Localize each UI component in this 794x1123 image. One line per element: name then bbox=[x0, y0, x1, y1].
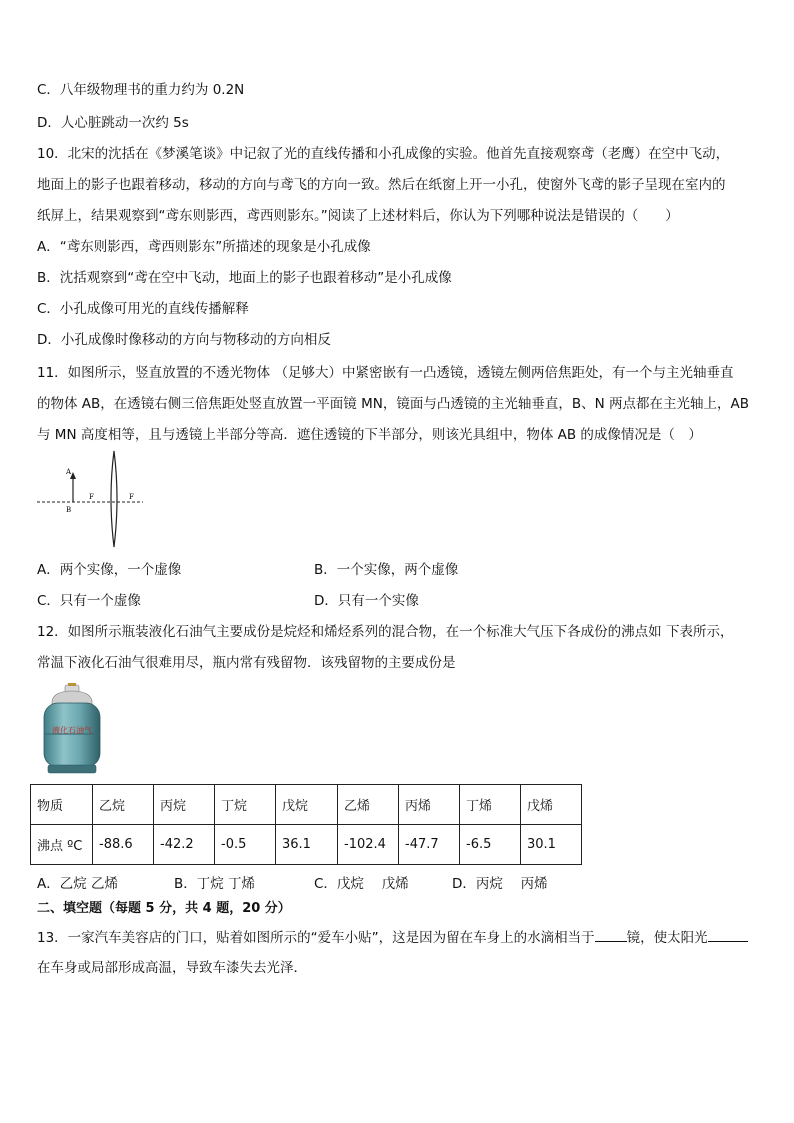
answer-blank-1 bbox=[595, 927, 627, 942]
table-cell: -47.7 bbox=[399, 825, 460, 865]
table-cell: 乙烯 bbox=[338, 785, 399, 825]
tank-label: 液化石油气 bbox=[52, 726, 92, 735]
q11-option-a: A．两个实像，一个虚像 bbox=[37, 562, 182, 578]
q11-stem-line-3: 与 MN 高度相等，且与透镜上半部分等高．遮住透镜的下半部分，则该光具组中，物体 AB 的成像情况是（ ） bbox=[37, 427, 702, 443]
tank-valve-cap bbox=[68, 683, 76, 686]
q10-stem-line-3: 纸屏上，结果观察到“鸢东则影西，鸢西则影东。”阅读了上述材料后，你认为下列哪种说法是错误的（ ） bbox=[37, 208, 679, 224]
q10-option-d: D．小孔成像时像移动的方向与物移动的方向相反 bbox=[37, 332, 331, 348]
table-cell: -42.2 bbox=[154, 825, 215, 865]
table-cell: -88.6 bbox=[93, 825, 154, 865]
table-cell: -0.5 bbox=[215, 825, 276, 865]
table-cell: 戊烯 bbox=[521, 785, 582, 825]
table-cell: -102.4 bbox=[338, 825, 399, 865]
q13-text-part-2: 镜，使太阳光 bbox=[626, 930, 708, 946]
table-cell: 乙烷 bbox=[93, 785, 154, 825]
q12-stem-line-2: 常温下液化石油气很难用尽，瓶内常有残留物．该残留物的主要成份是 bbox=[37, 655, 456, 671]
tank-base bbox=[48, 765, 96, 773]
label-b: B bbox=[66, 506, 72, 514]
label-focal-left: F bbox=[89, 493, 94, 501]
q10-option-a: A．“鸢东则影西，鸢西则影东”所描述的现象是小孔成像 bbox=[37, 239, 371, 255]
q12-option-c: C．戊烷 戊烯 bbox=[314, 876, 409, 892]
q11-stem-line-2: 的物体 AB，在透镜右侧三倍焦距处竖直放置一平面镜 MN，镜面与凸透镜的主光轴垂直，B、N 两点都在主光轴上，AB bbox=[37, 396, 749, 412]
convex-lens bbox=[111, 451, 117, 547]
answer-blank-2 bbox=[708, 927, 748, 942]
lpg-tank-image bbox=[38, 683, 106, 775]
table-cell: 物质 bbox=[31, 785, 93, 825]
q12-option-a: A．乙烷 乙烯 bbox=[37, 876, 119, 892]
q11-option-c: C．只有一个虚像 bbox=[37, 593, 141, 609]
boiling-point-table bbox=[30, 784, 582, 865]
table-cell: 戊烷 bbox=[276, 785, 338, 825]
q9-option-d: D．人心脏跳动一次约 5s bbox=[37, 115, 189, 131]
lens-optics-diagram bbox=[37, 448, 143, 552]
q12-option-d: D．丙烷 丙烯 bbox=[452, 876, 548, 892]
table-row bbox=[31, 825, 582, 865]
q11-stem-line-1: 11．如图所示，竖直放置的不透光物体 （足够大）中紧密嵌有一凸透镜，透镜左侧两倍焦距处，有一个与主光轴垂直 bbox=[37, 365, 734, 381]
table-cell: 36.1 bbox=[276, 825, 338, 865]
q13-line-1 bbox=[37, 927, 748, 948]
table-row bbox=[31, 785, 582, 825]
label-focal-right: F bbox=[129, 493, 134, 501]
section-heading: 二、填空题（每题 5 分，共 4 题，20 分） bbox=[37, 901, 291, 916]
q11-option-b: B．一个实像，两个虚像 bbox=[314, 562, 459, 578]
q10-stem-line-2: 地面上的影子也跟着移动，移动的方向与鸢飞的方向一致。然后在纸窗上开一小孔，使窗外飞鸢的影子呈现在室内的 bbox=[37, 177, 726, 193]
q10-option-c: C．小孔成像可用光的直线传播解释 bbox=[37, 301, 249, 317]
q11-option-d: D．只有一个实像 bbox=[314, 593, 419, 609]
q10-option-b: B．沈括观察到“鸢在空中飞动，地面上的影子也跟着移动”是小孔成像 bbox=[37, 270, 452, 286]
q12-option-b: B．丁烷 丁烯 bbox=[174, 876, 256, 892]
table-cell: 30.1 bbox=[521, 825, 582, 865]
table-cell: 丙烷 bbox=[154, 785, 215, 825]
table-cell: 沸点 ºC bbox=[31, 825, 93, 865]
table-cell: -6.5 bbox=[460, 825, 521, 865]
q12-stem-line-1: 12．如图所示瓶装液化石油气主要成份是烷烃和烯烃系列的混合物，在一个标准大气压下各成份的沸点如 下表所示， bbox=[37, 624, 734, 640]
q13-line-2: 在车身或局部形成高温，导致车漆失去光泽． bbox=[37, 960, 307, 976]
table-cell: 丁烯 bbox=[460, 785, 521, 825]
label-a: A bbox=[66, 468, 72, 476]
q9-option-c: C．八年级物理书的重力约为 0.2N bbox=[37, 82, 245, 98]
q10-stem-line-1: 10．北宋的沈括在《梦溪笔谈》中记叙了光的直线传播和小孔成像的实验。他首先直接观察鸢（老鹰）在空中飞动， bbox=[37, 146, 730, 162]
q13-text-part-1: 13．一家汽车美容店的门口，贴着如图所示的“爱车小贴”，这是因为留在车身上的水滴相当于 bbox=[37, 930, 595, 946]
table-cell: 丙烯 bbox=[399, 785, 460, 825]
table-cell: 丁烷 bbox=[215, 785, 276, 825]
